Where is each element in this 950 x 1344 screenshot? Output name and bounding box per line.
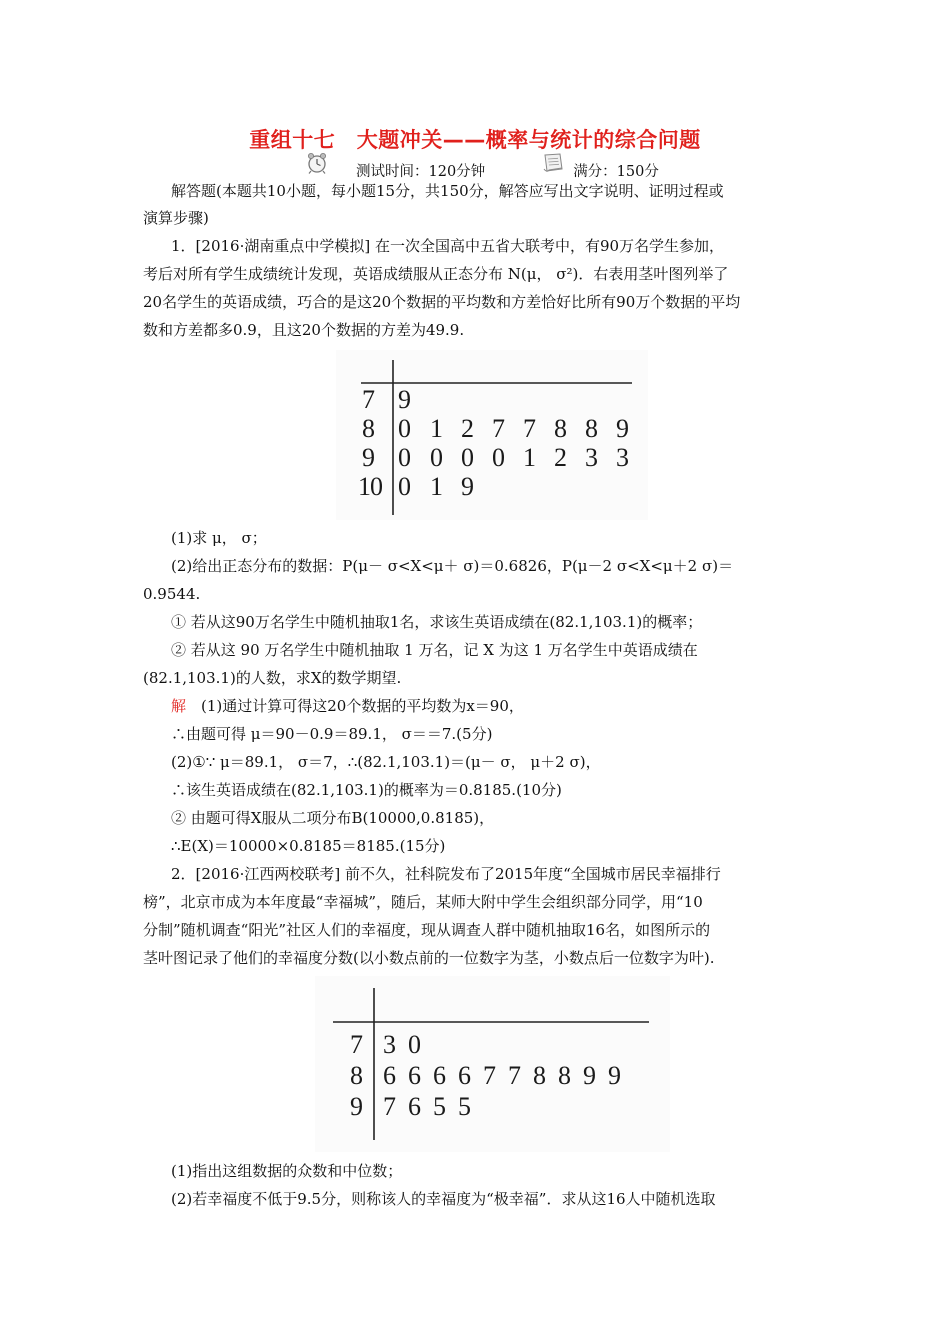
q2-leaf: 5 (458, 1092, 471, 1121)
q2-leaf: 6 (408, 1061, 421, 1090)
q1-stem-7: 7 (362, 385, 375, 414)
q2-stem-7: 7 (350, 1030, 363, 1059)
q1-part-2-2: ② 若从这 90 万名学生中随机抽取 1 万名，记 X 为这 1 万名学生中英语成绩在 (171, 641, 698, 659)
q1-leaf: 9 (461, 472, 474, 501)
page-title: 重组十七 大题冲关——概率与统计的综合问题 (249, 128, 701, 152)
q2-leaf: 5 (433, 1092, 446, 1121)
q1-solution-line-4: ∴该生英语成绩在(82.1,103.1)的概率为＝0.8185.(10分) (171, 781, 562, 799)
q2-stem-8: 8 (350, 1061, 363, 1090)
q2-stem-leaf-plot (315, 976, 670, 1152)
test-time: 测试时间：120分钟 (356, 164, 486, 180)
q1-solution-line-1 (171, 696, 813, 716)
q1-leaf: 3 (585, 443, 598, 472)
q2-leaf: 7 (383, 1092, 396, 1121)
q2-leaf: 6 (458, 1061, 471, 1090)
scroll-icon (540, 152, 566, 174)
solution-label: 解 (171, 697, 187, 715)
q2-leaf: 0 (408, 1030, 421, 1059)
q1-leaf: 0 (398, 443, 411, 472)
full-score: 满分：150分 (573, 164, 659, 180)
q1-leaf: 0 (492, 443, 505, 472)
q2-leaf: 7 (508, 1061, 521, 1090)
instructions-line-2: 演算步骤) (143, 209, 209, 227)
q2-leaf: 6 (408, 1092, 421, 1121)
q1-leaf: 2 (554, 443, 567, 472)
q1-stem-9: 9 (362, 443, 375, 472)
q2-leaf: 9 (608, 1061, 621, 1090)
q1-stem-8: 8 (362, 414, 375, 443)
alarm-clock-icon (305, 152, 329, 174)
q1-part-2-2-cont: (82.1,103.1)的人数，求X的数学期望. (143, 669, 402, 687)
q1-leaf: 9 (616, 414, 629, 443)
q1-leaf: 7 (492, 414, 505, 443)
q1-stem-leaf-plot (336, 350, 648, 520)
q1-part-1: (1)求 μ， σ； (171, 529, 267, 547)
test-meta (356, 160, 659, 181)
q2-text-line-3: 分制”随机调查“阳光”社区人们的幸福度，现从调查人群中随机抽取16名，如图所示的 (143, 921, 711, 939)
q2-text-line-2: 榜”，北京市成为本年度最“幸福城”，随后，某师大附中学生会组织部分同学，用“10 (143, 893, 703, 911)
solution-text: (1)通过计算可得这20个数据的平均数为x＝90， (186, 697, 524, 715)
q1-leaf: 1 (430, 472, 443, 501)
q2-text-line-1: 2．[2016·江西两校联考] 前不久，社科院发布了2015年度“全国城市居民幸福排行 (171, 865, 721, 883)
q2-leaf: 8 (558, 1061, 571, 1090)
q2-leaf: 7 (483, 1061, 496, 1090)
q1-leaf: 3 (616, 443, 629, 472)
q1-leaf: 8 (554, 414, 567, 443)
q1-part-2-cont: 0.9544. (143, 585, 201, 603)
q1-solution-line-3: (2)①∵ μ＝89.1， σ＝7，∴(82.1,103.1)＝(μ－ σ， μ＋2 σ)， (171, 753, 601, 771)
q2-leaf: 3 (383, 1030, 396, 1059)
q1-text-line-1: 1．[2016·湖南重点中学模拟] 在一次全国高中五省大联考中，有90万名学生参加， (171, 237, 725, 255)
q1-leaf: 0 (461, 443, 474, 472)
q1-leaf: 9 (398, 385, 411, 414)
q1-text-line-4: 数和方差都多0.9，且这20个数据的方差为49.9. (143, 321, 465, 339)
q2-part-1: (1)指出这组数据的众数和中位数； (171, 1162, 403, 1180)
q1-leaf: 1 (523, 443, 536, 472)
q1-solution-line-5: ② 由题可得X服从二项分布B(10000,0.8185)， (171, 809, 495, 827)
q2-leaf: 8 (533, 1061, 546, 1090)
q1-solution-line-6: ∴E(X)＝10000×0.8185＝8185.(15分) (171, 837, 446, 855)
q1-leaf: 7 (523, 414, 536, 443)
q1-leaf: 0 (430, 443, 443, 472)
q1-part-2: (2)给出正态分布的数据：P(μ－ σ<X<μ＋ σ)＝0.6826，P(μ－2 σ<X<μ＋2 σ)＝ (171, 557, 734, 575)
q1-leaf: 2 (461, 414, 474, 443)
q1-solution-line-2: ∴由题可得 μ＝90－0.9＝89.1， σ＝＝7.(5分) (171, 725, 493, 743)
q1-leaf: 8 (585, 414, 598, 443)
q2-leaf: 6 (383, 1061, 396, 1090)
q1-leaf: 0 (398, 414, 411, 443)
q1-text-line-2: 考后对所有学生成绩统计发现，英语成绩服从正态分布 N(μ， σ²)．右表用茎叶图列举了 (143, 265, 729, 283)
q1-part-2-1: ① 若从这90万名学生中随机抽取1名，求该生英语成绩在(82.1,103.1)的概率； (171, 613, 703, 631)
q1-text-line-3: 20名学生的英语成绩，巧合的是这20个数据的平均数和方差恰好比所有90万个数据的平均 (143, 293, 741, 311)
q2-part-2: (2)若幸福度不低于9.5分，则称该人的幸福度为“极幸福”．求从这16人中随机选取 (171, 1190, 716, 1208)
q2-text-line-4: 茎叶图记录了他们的幸福度分数(以小数点前的一位数字为茎，小数点后一位数字为叶). (143, 949, 715, 967)
q2-leaf: 6 (433, 1061, 446, 1090)
q1-leaf: 1 (430, 414, 443, 443)
q2-stem-9: 9 (350, 1092, 363, 1121)
q2-leaf: 9 (583, 1061, 596, 1090)
q1-stem-10: 10 (358, 472, 382, 501)
instructions-line-1: 解答题(本题共10小题，每小题15分，共150分，解答应写出文字说明、证明过程或 (171, 182, 724, 200)
q1-leaf: 0 (398, 472, 411, 501)
